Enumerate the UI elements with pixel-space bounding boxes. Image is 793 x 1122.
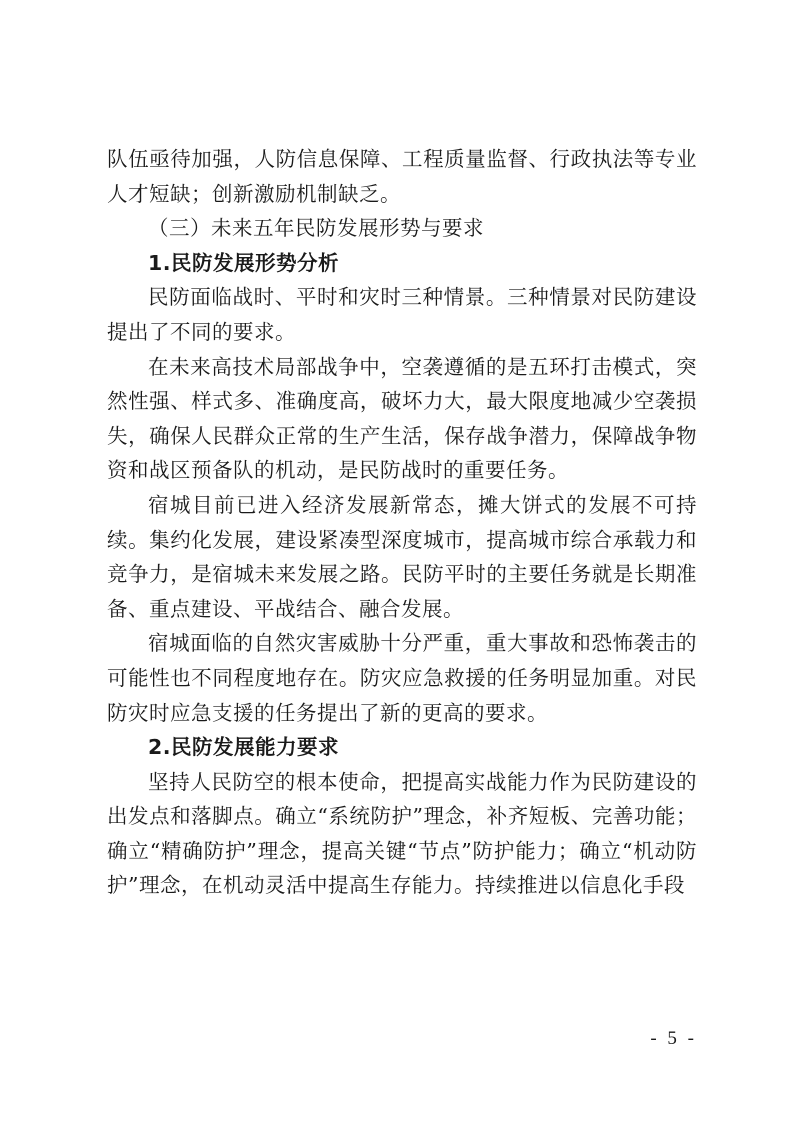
section-heading-situation-analysis: 1.民防发展形势分析: [148, 250, 340, 275]
paragraph-continuation: 队伍亟待加强，人防信息保障、工程质量监督、行政执法等专业人才短缺；创新激励机制缺乏。: [107, 147, 697, 206]
paragraph-capability-details: 坚持人民防空的根本使命，把提高实战能力作为民防建设的出发点和落脚点。确立“系统防护”理念，补齐短板、完善功能；确立“精确防护”理念，提高关键“节点”防护能力；确立“机动防护”理念，在机动灵活中提高生存能力。持续推进以信息化手段: [107, 769, 697, 898]
subsection-title: （三）未来五年民防发展形势与要求: [148, 216, 484, 241]
paragraph-disaster-tasks: 宿城面临的自然灾害威胁十分严重，重大事故和恐怖袭击的可能性也不同程度地存在。防灾应急救援的任务明显加重。对民防灾时应急支援的任务提出了新的更高的要求。: [107, 631, 697, 725]
paragraph-peacetime-tasks: 宿城目前已进入经济发展新常态，摊大饼式的发展不可持续。集约化发展，建设紧凑型深度城市，提高城市综合承载力和竞争力，是宿城未来发展之路。民防平时的主要任务就是长期准备、重点建设、平战结合、融合发展。: [107, 492, 697, 621]
page-body: [107, 142, 697, 903]
page-number: - 5 -: [650, 1028, 697, 1049]
section-heading-capability-requirements: 2.民防发展能力要求: [148, 735, 340, 760]
paragraph-wartime-tasks: 在未来高技术局部战争中，空袭遵循的是五环打击模式，突然性强、样式多、准确度高，破坏力大，最大限度地减少空袭损失，确保人民群众正常的生产生活，保存战争潜力，保障战争物资和战区预备队的机动，是民防战时的重要任务。: [107, 354, 697, 483]
paragraph-three-scenarios: 民防面临战时、平时和灾时三种情景。三种情景对民防建设提出了不同的要求。: [107, 285, 697, 344]
